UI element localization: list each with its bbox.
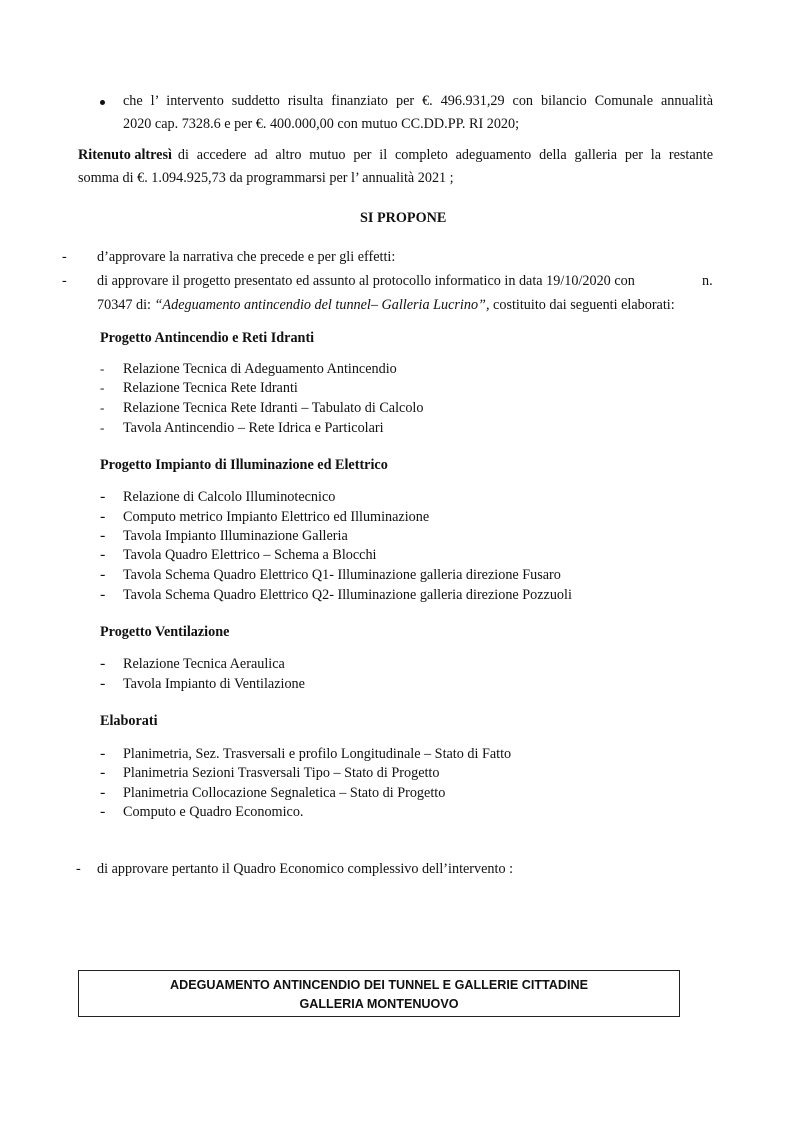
proposal-approve-narrative: d’approvare la narrativa che precede e per gli effetti: bbox=[97, 249, 396, 265]
list-item: Planimetria, Sez. Trasversali e profilo Longitudinale – Stato di Fatto bbox=[123, 746, 512, 762]
list-dash: - bbox=[100, 380, 105, 395]
section-title: Progetto Antincendio e Reti Idranti bbox=[100, 330, 315, 346]
list-item: Relazione di Calcolo Illuminotecnico bbox=[123, 489, 336, 505]
ritenuto-bold-label: Ritenuto altresì bbox=[78, 147, 172, 163]
proposal-approve-project-line-1: di approvare il progetto presentato ed assunto al protocollo informatico in data 19/10/2020 con bbox=[97, 273, 635, 289]
list-dash: - bbox=[100, 361, 105, 376]
bullet-icon bbox=[100, 100, 105, 105]
si-propone-heading: SI PROPONE bbox=[360, 210, 447, 226]
section-title: Progetto Impianto di Illuminazione ed Elettrico bbox=[100, 457, 388, 473]
proposal-approve-project-line-2 bbox=[97, 296, 675, 314]
list-item: Tavola Impianto di Ventilazione bbox=[123, 676, 305, 692]
proposal-dash: - bbox=[62, 273, 67, 289]
list-item: Planimetria Sezioni Trasversali Tipo – Stato di Progetto bbox=[123, 765, 440, 781]
list-item: Relazione Tecnica Rete Idranti – Tabulato di Calcolo bbox=[123, 400, 424, 416]
box-title-line-1: ADEGUAMENTO ANTINCENDIO DEI TUNNEL E GALLERIE CITTADINE bbox=[170, 978, 588, 992]
proposal-dash: - bbox=[76, 861, 81, 877]
list-dash: - bbox=[100, 546, 106, 563]
funding-line-2: 2020 cap. 7328.6 e per €. 400.000,00 con mutuo CC.DD.PP. RI 2020; bbox=[123, 116, 520, 132]
list-dash: - bbox=[100, 784, 106, 801]
list-item: Relazione Tecnica di Adeguamento Antincendio bbox=[123, 361, 397, 377]
list-dash: - bbox=[100, 803, 106, 820]
proposal-number-label: n. bbox=[702, 273, 713, 289]
list-dash: - bbox=[100, 488, 106, 505]
project-title-box bbox=[78, 970, 680, 1017]
list-item: Relazione Tecnica Rete Idranti bbox=[123, 380, 298, 396]
list-dash: - bbox=[100, 566, 106, 583]
ritenuto-paragraph-line-1 bbox=[78, 146, 713, 164]
proposal-approve-economic-framework: di approvare pertanto il Quadro Economico complessivo dell’intervento : bbox=[97, 861, 514, 877]
list-item: Tavola Schema Quadro Elettrico Q2- Illuminazione galleria direzione Pozzuoli bbox=[123, 587, 572, 603]
list-dash: - bbox=[100, 400, 105, 415]
list-item: Computo e Quadro Economico. bbox=[123, 804, 304, 820]
section-title: Progetto Ventilazione bbox=[100, 624, 230, 640]
proposal-line-end: costituito dai seguenti elaborati: bbox=[489, 297, 675, 313]
list-item: Tavola Impianto Illuminazione Galleria bbox=[123, 528, 348, 544]
list-item: Planimetria Collocazione Segnaletica – Stato di Progetto bbox=[123, 785, 446, 801]
funding-line-1: che l’ intervento suddetto risulta finanziato per €. 496.931,29 con bilancio Comunale annualità bbox=[123, 93, 713, 109]
protocol-number: 70347 di: bbox=[97, 297, 155, 313]
list-item: Computo metrico Impianto Elettrico ed Illuminazione bbox=[123, 509, 430, 525]
proposal-dash: - bbox=[62, 249, 67, 265]
box-title-line-2: GALLERIA MONTENUOVO bbox=[299, 997, 459, 1011]
list-item: Tavola Antincendio – Rete Idrica e Particolari bbox=[123, 420, 384, 436]
list-dash: - bbox=[100, 764, 106, 781]
ritenuto-line-1-text: di accedere ad altro mutuo per il completo adeguamento della galleria per la restante bbox=[177, 147, 713, 163]
list-item: Tavola Quadro Elettrico – Schema a Blocchi bbox=[123, 547, 377, 563]
list-dash: - bbox=[100, 420, 105, 435]
list-item: Relazione Tecnica Aeraulica bbox=[123, 656, 285, 672]
list-dash: - bbox=[100, 655, 106, 672]
project-title: “Adeguamento antincendio del tunnel– Galleria Lucrino”, bbox=[154, 297, 490, 313]
ritenuto-line-2: somma di €. 1.094.925,73 da programmarsi per l’ annualità 2021 ; bbox=[78, 170, 454, 186]
list-dash: - bbox=[100, 745, 106, 762]
section-title: Elaborati bbox=[100, 713, 158, 729]
list-dash: - bbox=[100, 675, 106, 692]
list-dash: - bbox=[100, 508, 106, 525]
list-dash: - bbox=[100, 527, 106, 544]
list-item: Tavola Schema Quadro Elettrico Q1- Illuminazione galleria direzione Fusaro bbox=[123, 567, 561, 583]
list-dash: - bbox=[100, 586, 106, 603]
